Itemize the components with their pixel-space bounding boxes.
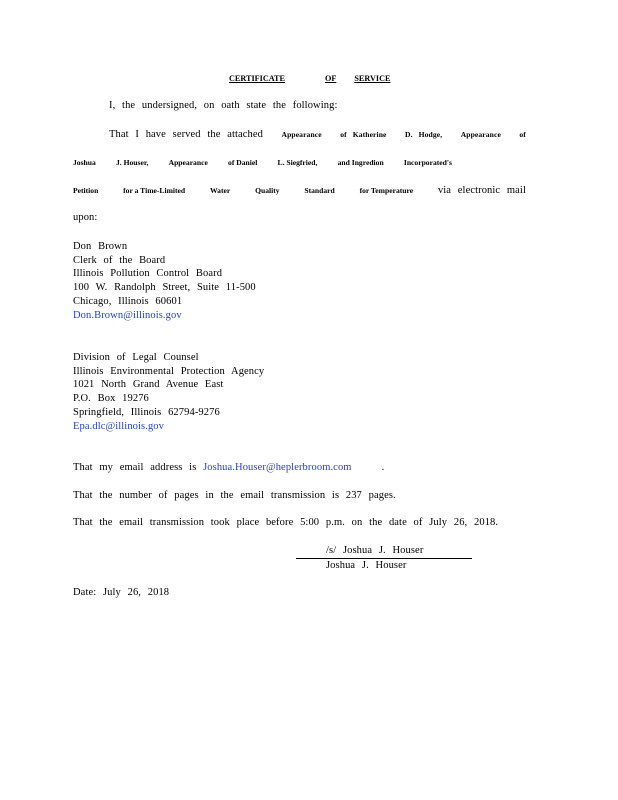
recipient-address: 100 W. Randolph Street, Suite 11-500 (73, 282, 256, 294)
signature-line (296, 558, 472, 559)
email-statement (73, 462, 384, 473)
recipient-address: P.O. Box 19276 (73, 393, 149, 405)
email-statement-period: . (381, 462, 385, 473)
served-text: That I have served the attached (109, 129, 263, 140)
title-word-service: SERVICE (354, 74, 391, 83)
recipient-org: Illinois Environmental Protection Agency (73, 365, 265, 377)
served-name: of Katherine (340, 130, 387, 139)
recipient-address: 1021 North Grand Avenue East (73, 379, 224, 391)
served-name: Joshua (73, 158, 96, 167)
served-name: and Ingredion (337, 158, 384, 167)
email-statement-text: That my email address is (73, 462, 197, 473)
served-name: of Daniel (228, 158, 258, 167)
pages-statement: That the number of pages in the email transmission is 237 pages. (73, 490, 396, 501)
served-upon: upon: (73, 212, 98, 223)
served-name: L. Siegfried, (277, 158, 318, 167)
recipient-dept: Division of Legal Counsel (73, 352, 199, 363)
recipient-block-1 (73, 240, 256, 322)
recipient-email-link[interactable]: Don.Brown@illinois.gov (73, 309, 182, 321)
served-doc-petition: Water (209, 186, 231, 195)
recipient-email-link[interactable]: Epa.dlc@illinois.gov (73, 420, 164, 432)
served-method: via electronic mail (437, 185, 526, 196)
title-word-of: OF (324, 74, 337, 83)
served-name: D. Hodge, (405, 130, 443, 139)
time-statement: That the email transmission took place before 5:00 p.m. on the date of July 26, 2018. (73, 517, 499, 528)
served-name: J. Houser, (115, 158, 149, 167)
served-doc-appearance: Appearance (281, 130, 322, 139)
served-of: of (519, 130, 526, 139)
recipient-block-2 (73, 351, 264, 433)
served-name: Incorporated's (403, 158, 452, 167)
served-doc-petition: for Temperature (359, 186, 414, 195)
recipient-address: Chicago, Illinois 60601 (73, 295, 183, 307)
sender-email-link[interactable]: Joshua.Houser@heplerbroom.com (203, 462, 352, 473)
recipient-address: Springfield, Illinois 62794-9276 (73, 406, 220, 418)
signature-printed-name: Joshua J. Houser (326, 560, 407, 571)
signature-signed: /s/ Joshua J. Houser (326, 545, 424, 556)
served-doc-appearance: Appearance (460, 130, 501, 139)
served-doc-petition: Quality (255, 186, 280, 195)
recipient-org: Illinois Pollution Control Board (73, 268, 223, 280)
served-line-3 (73, 185, 526, 196)
served-doc-petition: Standard (304, 186, 335, 195)
recipient-title: Clerk of the Board (73, 254, 166, 266)
served-doc-appearance: Appearance (168, 158, 208, 167)
intro-paragraph: I, the undersigned, on oath state the following: (109, 100, 338, 111)
recipient-name: Don Brown (73, 241, 128, 252)
served-line-2 (73, 158, 526, 167)
title-word-certificate: CERTIFICATE (229, 74, 285, 83)
certificate-title (229, 74, 412, 83)
date-line: Date: July 26, 2018 (73, 587, 170, 598)
served-doc-petition: for a Time-Limited (123, 186, 186, 195)
served-doc-petition: Petition (73, 186, 99, 195)
served-line-1 (73, 129, 526, 140)
